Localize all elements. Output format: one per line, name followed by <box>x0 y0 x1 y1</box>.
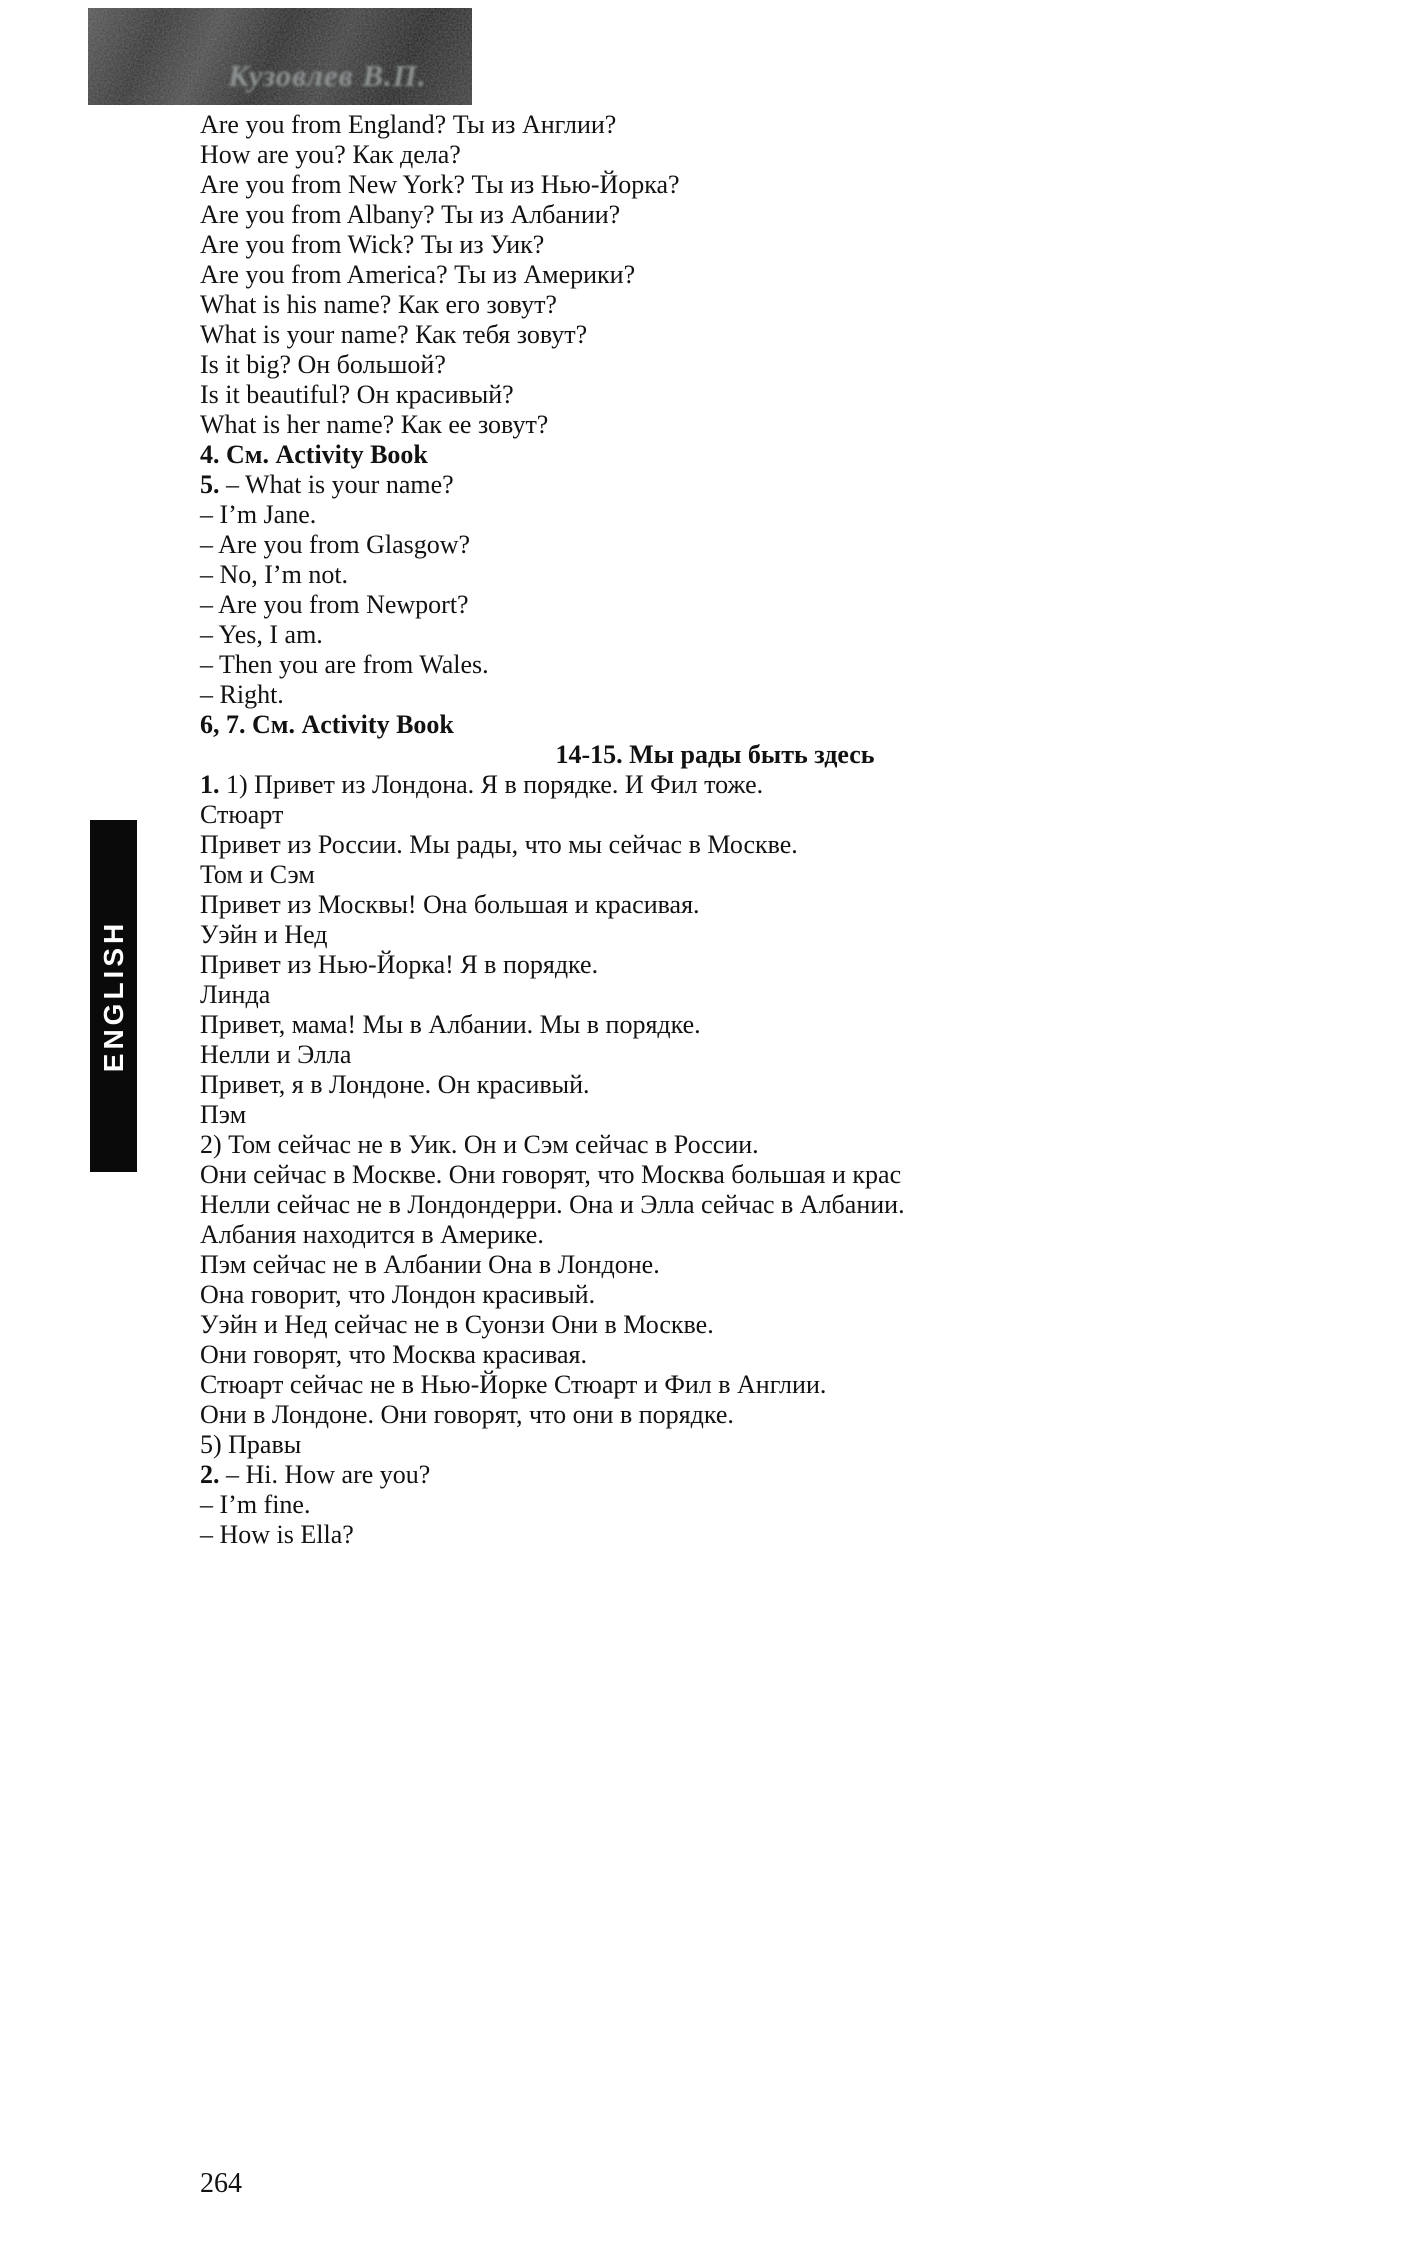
text-line-text: What is your name? Как тебя зовут? <box>200 320 588 349</box>
text-line <box>200 1280 1230 1310</box>
text-line <box>200 410 1230 440</box>
text-line <box>200 740 1230 770</box>
text-line <box>200 110 1230 140</box>
text-line <box>200 1430 1230 1460</box>
text-line <box>200 1010 1230 1040</box>
text-line-text: Are you from England? Ты из Англии? <box>200 110 617 139</box>
text-line-text: – Are you from Newport? <box>200 590 469 619</box>
author-caption: Кузовлев В.П. <box>228 58 427 93</box>
text-line-text: Уэйн и Нед <box>200 920 328 949</box>
text-line-text: – No, I’m not. <box>200 560 349 589</box>
text-line <box>200 1100 1230 1130</box>
text-line-text: – Yes, I am. <box>200 620 323 649</box>
text-line <box>200 230 1230 260</box>
text-line <box>200 650 1230 680</box>
text-line-text: Привет из Нью-Йорка! Я в порядке. <box>200 950 599 979</box>
text-line <box>200 1370 1230 1400</box>
text-line-text: Пэм сейчас не в Албании Она в Лондоне. <box>200 1250 660 1279</box>
text-line <box>200 530 1230 560</box>
text-line-text: Is it beautiful? Он красивый? <box>200 380 514 409</box>
text-line <box>200 200 1230 230</box>
text-line <box>200 800 1230 830</box>
text-line <box>200 1130 1230 1160</box>
text-line-text: 1) Привет из Лондона. Я в порядке. И Фил тоже. <box>219 770 764 799</box>
text-line-text: Привет, я в Лондоне. Он красивый. <box>200 1070 590 1099</box>
english-sidebar-label: ENGLISH <box>97 919 129 1073</box>
text-line-text: Привет, мама! Мы в Албании. Мы в порядке. <box>200 1010 701 1039</box>
text-line <box>200 1070 1230 1100</box>
text-line <box>200 290 1230 320</box>
text-line <box>200 1220 1230 1250</box>
text-line-bold-part: 5. <box>200 470 220 499</box>
text-line-text: Они говорят, что Москва красивая. <box>200 1340 588 1369</box>
scan-header-image <box>88 8 472 105</box>
text-line <box>200 320 1230 350</box>
text-line <box>200 1460 1230 1490</box>
text-line <box>200 350 1230 380</box>
text-line <box>200 260 1230 290</box>
text-line <box>200 1250 1230 1280</box>
text-line <box>200 920 1230 950</box>
text-line <box>200 890 1230 920</box>
text-line <box>200 620 1230 650</box>
text-line-text: Нелли и Элла <box>200 1040 352 1069</box>
text-line <box>200 170 1230 200</box>
text-line-text: – Hi. How are you? <box>219 1460 431 1489</box>
text-line-text: How are you? Как дела? <box>200 140 461 169</box>
text-line-text: 5) Правы <box>200 1430 302 1459</box>
text-line-text: Уэйн и Нед сейчас не в Суонзи Они в Москве. <box>200 1310 714 1339</box>
text-line <box>200 770 1230 800</box>
text-line <box>200 500 1230 530</box>
text-line-bold-part: 14-15. Мы рады быть здесь <box>555 740 875 769</box>
text-line-text: – I’m Jane. <box>200 500 317 529</box>
text-line-text: Нелли сейчас не в Лондондерри. Она и Элла сейчас в Албании. <box>200 1190 905 1219</box>
text-line <box>200 140 1230 170</box>
text-line <box>200 1490 1230 1520</box>
text-line-text: – I’m fine. <box>200 1490 311 1519</box>
text-line <box>200 1160 1230 1190</box>
text-line <box>200 440 1230 470</box>
text-line-text: Are you from America? Ты из Америки? <box>200 260 636 289</box>
text-line <box>200 1340 1230 1370</box>
text-line <box>200 380 1230 410</box>
text-line-text: Стюарт сейчас не в Нью-Йорке Стюарт и Фил в Англии. <box>200 1370 827 1399</box>
text-line-text: Is it big? Он большой? <box>200 350 446 379</box>
text-line-text: Are you from New York? Ты из Нью-Йорка? <box>200 170 680 199</box>
text-line <box>200 950 1230 980</box>
text-line-text: 2) Том сейчас не в Уик. Он и Сэм сейчас в России. <box>200 1130 759 1159</box>
text-line <box>200 1190 1230 1220</box>
text-line-text: Привет из Москвы! Она большая и красивая. <box>200 890 700 919</box>
text-line <box>200 560 1230 590</box>
text-line-text: Она говорит, что Лондон красивый. <box>200 1280 596 1309</box>
text-line <box>200 1520 1230 1550</box>
text-line-bold-part: 2. <box>200 1460 220 1489</box>
text-line-text: – Are you from Glasgow? <box>200 530 471 559</box>
text-line <box>200 830 1230 860</box>
text-line-text: Привет из России. Мы рады, что мы сейчас в Москве. <box>200 830 798 859</box>
text-line <box>200 980 1230 1010</box>
text-line <box>200 1400 1230 1430</box>
english-sidebar <box>90 820 137 1172</box>
text-line-text: Том и Сэм <box>200 860 315 889</box>
text-line-text: Are you from Wick? Ты из Уик? <box>200 230 545 259</box>
text-line <box>200 1040 1230 1070</box>
text-line-bold-part: 1. <box>200 770 220 799</box>
text-line <box>200 470 1230 500</box>
text-line-text: Пэм <box>200 1100 247 1129</box>
text-line-text: What is her name? Как ее зовут? <box>200 410 549 439</box>
text-line <box>200 710 1230 740</box>
text-line-text: Линда <box>200 980 271 1009</box>
page-number: 264 <box>200 2168 242 2199</box>
content-lines <box>200 110 1230 1550</box>
text-line <box>200 680 1230 710</box>
text-line-bold-part: 4. См. Activity Book <box>200 440 428 469</box>
text-line <box>200 1310 1230 1340</box>
text-line-text: Они сейчас в Москве. Они говорят, что Москва большая и крас <box>200 1160 902 1189</box>
text-line-bold-part: 6, 7. См. Activity Book <box>200 710 454 739</box>
text-line-text: What is his name? Как его зовут? <box>200 290 557 319</box>
text-line-text: – Then you are from Wales. <box>200 650 489 679</box>
text-line-text: Они в Лондоне. Они говорят, что они в порядке. <box>200 1400 734 1429</box>
text-line <box>200 860 1230 890</box>
text-line-text: – Right. <box>200 680 284 709</box>
text-line-text: – What is your name? <box>219 470 454 499</box>
text-line-text: Стюарт <box>200 800 284 829</box>
text-line <box>200 590 1230 620</box>
text-line-text: Албания находится в Америке. <box>200 1220 544 1249</box>
text-line-text: – How is Ella? <box>200 1520 354 1549</box>
text-line-text: Are you from Albany? Ты из Албании? <box>200 200 621 229</box>
